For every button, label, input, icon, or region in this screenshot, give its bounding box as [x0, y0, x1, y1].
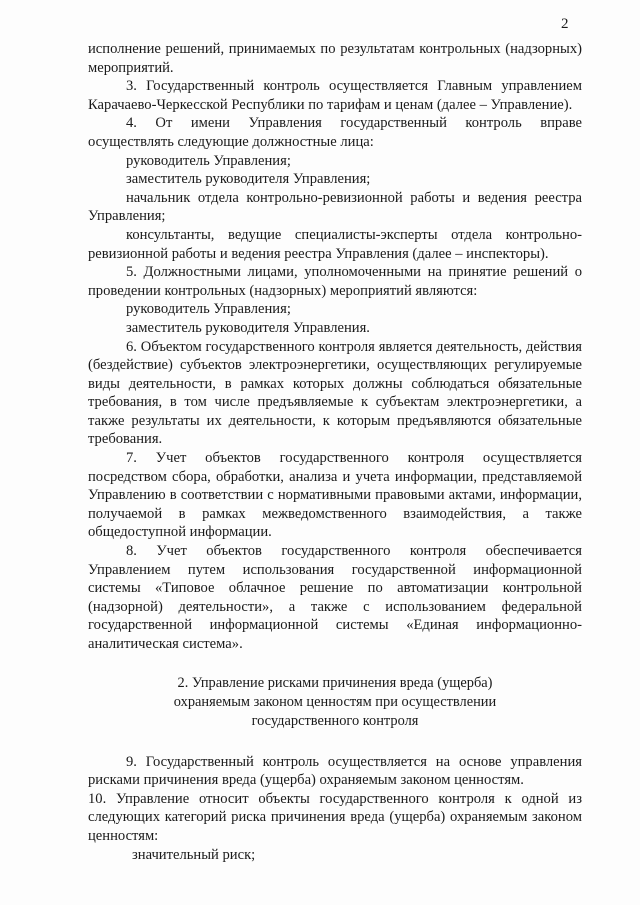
section-heading-line: охраняемым законом ценностям при осуществлении — [173, 693, 497, 710]
paragraph-8: 8. Учет объектов государственного контроля обеспечивается Управлением путем использования государственной информационной системы «Типовое облачное решение по автоматизации контрольной (надзорной) деятельности», а также с использованием федеральной государственной информационной системы «Единая информационно-аналитическая система». — [88, 543, 582, 652]
list-item: заместитель руководителя Управления; — [126, 171, 371, 188]
paragraph-continuation: исполнение решений, принимаемых по результатам контрольных (надзорных) мероприятий. — [88, 41, 582, 76]
paragraph-9: 9. Государственный контроль осуществляется на основе управления рисками причинения вреда (ущерба) охраняемым законом ценностям. — [88, 753, 582, 789]
list-item: начальник отдела контрольно-ревизионной работы и ведения реестра Управления; — [88, 189, 582, 225]
list-item: заместитель руководителя Управления. — [126, 319, 370, 336]
list-item: руководитель Управления; — [126, 301, 291, 318]
paragraph-7: 7. Учет объектов государственного контроля осуществляется посредством сбора, обработки, анализа и учета информации, представляемой Управлению в соответствии с нормативными правовыми актами, информации, получаемой в рамках межведомственного взаимодействия, а также общедоступной информации. — [88, 450, 582, 541]
list-item: руководитель Управления; — [126, 152, 291, 169]
section-heading — [88, 674, 582, 731]
document-body — [88, 40, 582, 864]
paragraph-6: 6. Объектом государственного контроля является деятельность, действия (бездействие) субъектов электроэнергетики, осуществляющих регулируемые виды деятельности, в рамках которых должны соблюдаться обязательные требования, в том числе предъявляемые к субъектам электроэнергетики, а также результаты их деятельности, к которым предъявляются обязательные требования. — [88, 338, 582, 448]
section-heading-line: 2. Управление рисками причинения вреда (ущерба) — [177, 674, 493, 691]
paragraph-5: 5. Должностными лицами, уполномоченными на принятие решений о проведении контрольных (надзорных) мероприятий являются: — [88, 264, 582, 299]
page-number: 2 — [561, 16, 569, 32]
paragraph-4: 4. От имени Управления государственный контроль вправе осуществлять следующие должностные лица: — [88, 115, 582, 150]
paragraph-10: 10. Управление относит объекты государственного контроля к одной из следующих категорий риска причинения вреда (ущерба) охраняемым законом ценностям: — [88, 790, 582, 844]
paragraph-3: 3. Государственный контроль осуществляется Главным управлением Карачаево-Черкесской Республики по тарифам и ценам (далее – Управление). — [88, 78, 582, 113]
section-heading-line: государственного контроля — [251, 712, 419, 729]
list-item: значительный риск; — [132, 846, 256, 863]
list-item: консультанты, ведущие специалисты-эксперты отдела контрольно-ревизионной работы и ведения реестра Управления (далее – инспекторы). — [88, 226, 582, 262]
